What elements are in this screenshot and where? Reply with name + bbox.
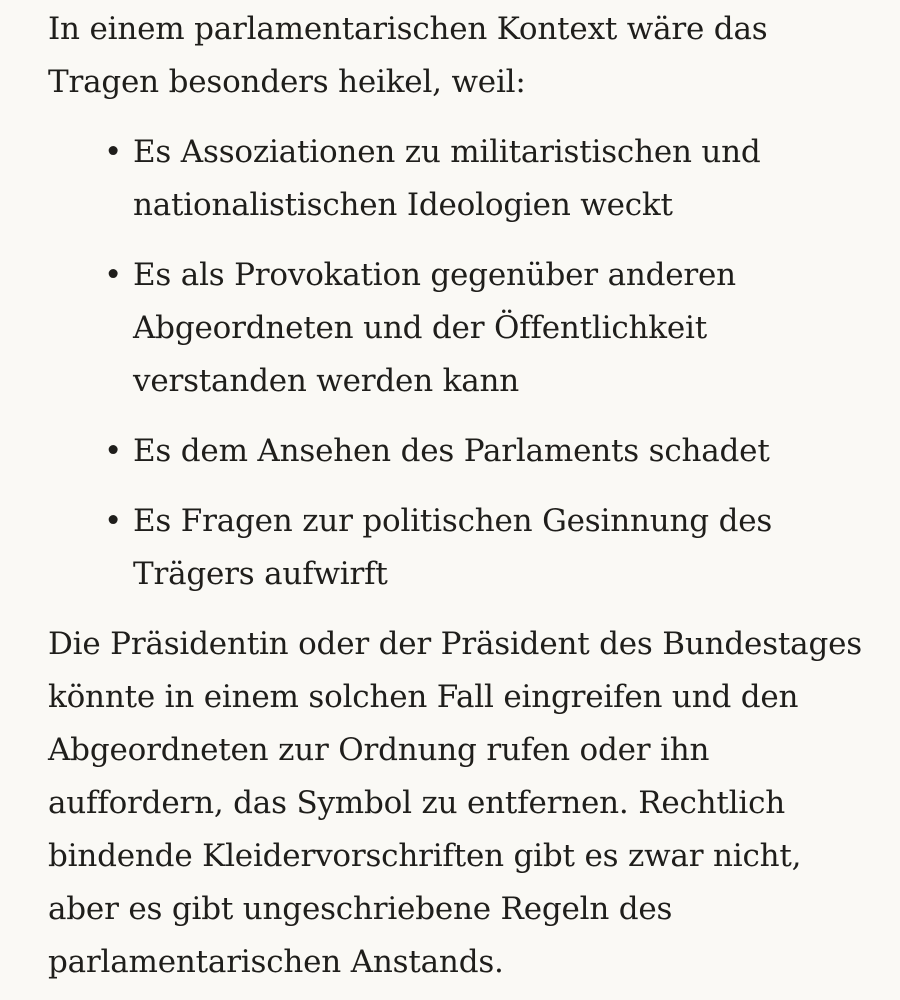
reason-list [48, 126, 870, 601]
list-item-text: Es dem Ansehen des Parlaments schadet [133, 433, 770, 469]
bullet-icon: • [103, 257, 123, 293]
list-item [48, 126, 870, 232]
bullet-icon: • [103, 433, 123, 469]
closing-paragraph: Die Präsidentin oder der Präsident des Bundestages könnte in einem solchen Fall eingreifen und den Abgeordneten zur Ordnung rufen oder ihn auffordern, das Symbol zu entfernen. Rechtlich bindende Kleidervorschriften gibt es zwar nicht, aber es gibt ungeschriebene Regeln des parlamentarischen Anstands. [48, 626, 862, 980]
list-item-text: Es als Provokation gegenüber anderen Abgeordneten und der Öffentlichkeit verstanden werden kann [133, 257, 736, 399]
bullet-icon: • [103, 503, 123, 539]
intro-paragraph: In einem parlamentarischen Kontext wäre das Tragen besonders heikel, weil: [48, 11, 768, 100]
bullet-icon: • [103, 134, 123, 170]
list-item [48, 495, 870, 601]
list-item [48, 425, 870, 478]
list-item-text: Es Assoziationen zu militaristischen und nationalistischen Ideologien weckt [133, 134, 761, 223]
list-item-text: Es Fragen zur politischen Gesinnung des Trägers aufwirft [133, 503, 773, 592]
list-item [48, 249, 870, 408]
